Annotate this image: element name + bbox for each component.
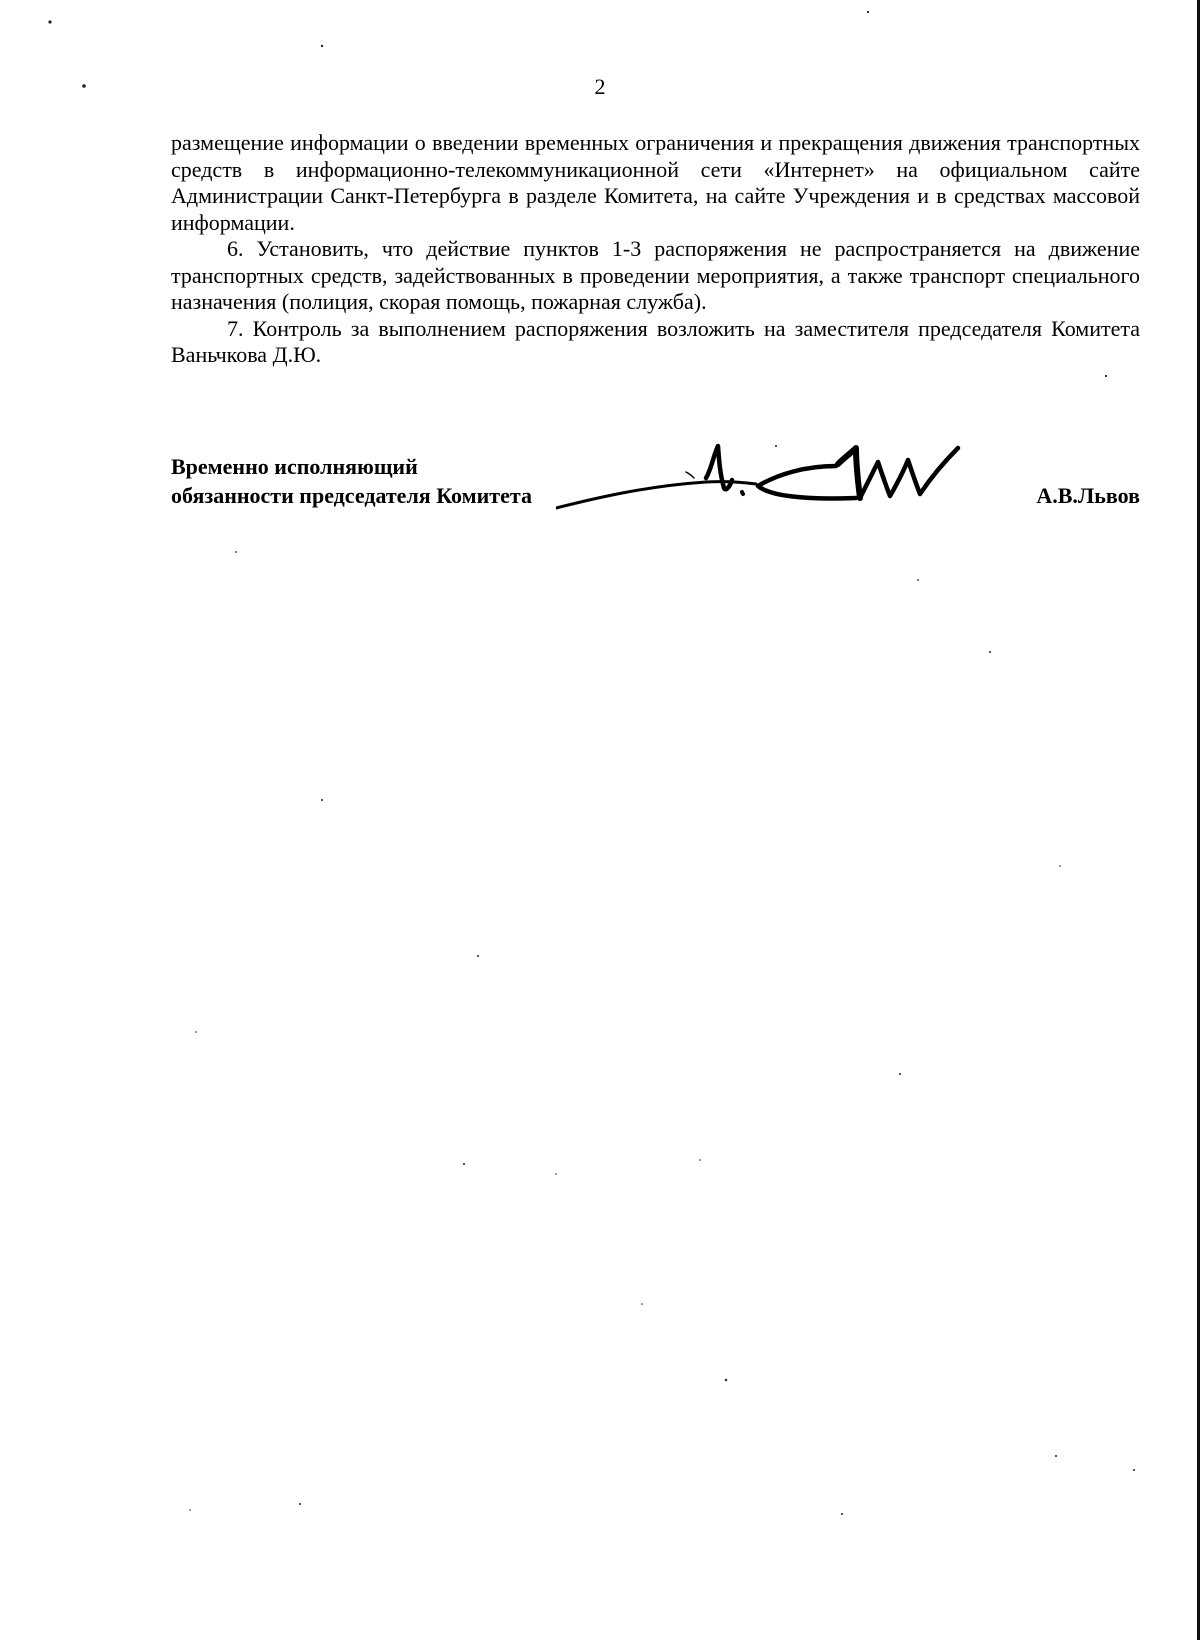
- paragraph-item-6: 6. Установить, что действие пунктов 1-3 распоряжения не распространяется на движение транспортных средств, задействованных в проведении мероприятия, а также транспорт специального назначения (полиция, скорая помощь, пожарная служба).: [171, 236, 1140, 314]
- signature-block: [171, 452, 1140, 532]
- signatory-title-line2: обязанности председателя Комитета: [171, 483, 532, 508]
- paragraph-item-7: 7. Контроль за выполнением распоряжения возложить на заместителя председателя Комитета Ваньчкова Д.Ю.: [171, 315, 1140, 367]
- signatory-title-line1: Временно исполняющий: [171, 454, 418, 479]
- body-text: [171, 130, 1140, 369]
- signatory-title: [171, 452, 532, 510]
- handwritten-signature: [556, 442, 1016, 532]
- signatory-name: А.В.Львов: [1036, 483, 1140, 508]
- page-number: 2: [594, 74, 606, 99]
- paragraph-continuation: размещение информации о введении временных ограничения и прекращения движения транспортных средств в информационно-телекоммуникационной сети «Интернет» на официальном сайте Администрации Санкт-Петербурга в разделе Комитета, на сайте Учреждения и в средствах массовой информации.: [171, 130, 1140, 235]
